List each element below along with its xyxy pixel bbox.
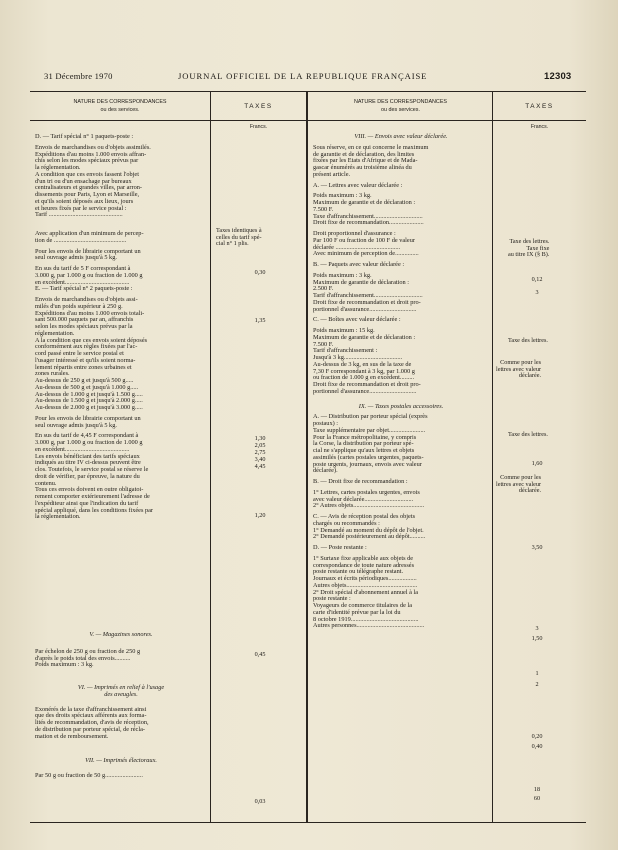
tax-value: 0,12 — [531, 276, 543, 283]
text-line: Au-dessus de 250 g et jusqu'à 500 g..... — [35, 377, 134, 384]
taxes-text-line: Comme pour les — [500, 474, 542, 481]
tax-value: 0,40 — [531, 743, 543, 750]
text-line: Journaux et écrits périodiques.................. — [313, 575, 417, 582]
text-line: B. — Droit fixe de recommandation : — [313, 478, 408, 485]
text-line: En sus du tarif de 4,45 F correspondant à — [35, 432, 139, 440]
text-line: sant 500.000 paquets par an, affranchis — [35, 316, 134, 324]
text-line: indiqués au titre IV ci-dessus peuvent être — [35, 459, 141, 467]
text-line: Avec application d'un minimum de percep- — [35, 230, 144, 237]
text-line: VII. — Imprimés électoraux. — [85, 757, 157, 765]
text-line: 2° Droit spécial d'abonnement annuel à la — [313, 588, 419, 596]
tax-value: 1,60 — [531, 460, 543, 467]
text-line: Voyageurs de commerce titulaires de la — [313, 602, 413, 609]
text-line: Poids maximum : 15 kg. — [313, 327, 375, 334]
text-line: D. — Poste restante : — [313, 544, 367, 551]
text-line: Tarif d'affranchissement : — [313, 347, 378, 355]
taxes-heading-right: TAXES — [525, 103, 554, 110]
text-line: la réglementation. — [35, 513, 81, 521]
text-line: la réglementation. — [35, 164, 81, 171]
text-line: seul ouvrage admis jusqu'à 5 kg. — [35, 254, 117, 262]
text-line: Maximum de garantie et de déclaration : — [313, 199, 416, 206]
text-line: que des droits spéciaux afférents aux forma- — [35, 712, 147, 720]
text-line: 1° Surtaxe fixe applicable aux objets de — [313, 554, 414, 562]
text-line: 3.000 g, par 1.000 g ou fraction de 1.000 g — [35, 271, 143, 279]
column-divider — [492, 92, 493, 822]
text-line: et heures fixés par le service postal : — [35, 204, 127, 212]
taxe-des-lettres-c — [508, 432, 548, 439]
text-line: réglementation. — [35, 329, 75, 337]
taxes-text-line: Taxe fixe — [526, 244, 550, 252]
text-line: cial ne s'applique qu'aux lettres et objets — [313, 447, 415, 454]
right-text-column — [313, 134, 489, 642]
nature-heading-line1: NATURE DES CORRESPONDANCES — [73, 99, 167, 105]
text-line: lités de recommandation, d'avis de réception, — [35, 719, 149, 726]
text-line: Poids maximum : 3 kg. — [313, 271, 372, 279]
taxes-text-line: Taxes identiques à — [216, 227, 262, 234]
text-line: droit de vérifier, par épreuve, la nature du — [35, 472, 140, 480]
header-journal-title: JOURNAL OFFICIEL DE LA REPUBLIQUE FRANÇAISE — [178, 71, 428, 81]
text-line: VIII. — Envois avec valeur déclarée. — [354, 133, 448, 140]
tax-value: 2,05 — [254, 442, 266, 449]
tax-value: 18 — [533, 786, 541, 793]
text-line: centralisateurs et grandes villes, par arron- — [35, 184, 143, 192]
text-line: spécial appliqué, dans les conditions fixées par — [35, 506, 154, 514]
tax-value: 3,40 — [254, 456, 266, 463]
left-text-column — [35, 134, 207, 521]
tariff-table — [30, 91, 586, 823]
taxes-text-line: au titre IX (§ B). — [508, 251, 550, 259]
text-line: Autres personnes........................................... — [313, 622, 425, 630]
text-line: A. — Distribution par porteur spécial (exprès — [313, 413, 428, 421]
text-line: Au-dessus de 3 kg, en sus de la taxe de — [313, 360, 412, 368]
text-line: et qu'ils soient déposés aux lieux, jours — [35, 197, 134, 205]
text-line: portionnel d'assurance.............................. — [313, 305, 417, 313]
text-line: 2° Autres objets............................................. — [313, 502, 425, 510]
text-line: Tarif ............................................... — [35, 211, 123, 219]
text-line: IX. — Taxes postales accessoires. — [358, 402, 444, 410]
text-line: ou fraction de 1.000 g en excédent......... — [313, 374, 415, 382]
text-line: en excédent......................................... — [35, 278, 130, 286]
text-line: Expéditions d'au moins 1.000 envois totali- — [35, 309, 145, 317]
text-line: C. — Avis de réception postal des objets — [313, 513, 416, 520]
text-line: la Corse, la distribution par porteur spé- — [313, 440, 414, 448]
text-line: Droit fixe de recommandation...................... — [313, 219, 424, 227]
tax-value: 2 — [535, 681, 539, 688]
text-line: 8 octobre 1919........................................... — [313, 615, 419, 623]
text-line: A condition que ces envois fassent l'objet — [35, 170, 139, 178]
spacer — [313, 638, 489, 642]
text-line: clos. Toutefois, le service postal se réserve le — [35, 466, 149, 473]
text-line: 7.500 F. — [313, 340, 334, 348]
taxes-heading: TAXES — [244, 103, 273, 110]
text-line: Au-dessus de 1.000 g et jusqu'à 1.500 g..... — [35, 390, 143, 398]
taxes-text-line: déclarée. — [518, 372, 542, 380]
text-line: Avec minimum de perception de............... — [313, 250, 419, 258]
nature-heading-line2: ou des services. — [100, 107, 140, 113]
text-line: Par 50 g ou fraction de 50 g........................ — [35, 772, 143, 779]
text-line: poste restante ou télégraphe restant. — [313, 568, 404, 576]
text-line: Envois de marchandises ou d'objets assi- — [35, 296, 138, 303]
text-line: l'expéditeur ainsi que l'indication du tarif — [35, 499, 139, 507]
text-line: Par 100 F ou fraction de 100 F de valeur — [313, 236, 415, 244]
text-line: 7,30 F correspondant à 3 kg, par 1.000 g — [313, 367, 415, 375]
spacer — [35, 740, 207, 758]
text-line: Poids maximum : 3 kg. — [35, 661, 94, 669]
text-line: de garantie et de déclaration, des limites — [313, 150, 415, 158]
text-line: poste urgents, journaux, envois avec valeur — [313, 460, 422, 468]
tax-value: 3 — [535, 625, 539, 632]
text-line: milés d'un poids supérieur à 250 g. — [35, 302, 123, 310]
tax-value: 3,50 — [531, 544, 543, 551]
header-rule — [30, 120, 586, 121]
text-line: déclarée). — [313, 467, 338, 475]
taxes-text-line: Taxe des lettres. — [508, 337, 548, 344]
tax-value: 1,20 — [254, 512, 266, 519]
text-line: Les envois bénéficiant des tarifs spéciaux — [35, 452, 140, 460]
text-line: poste restante : — [313, 595, 351, 603]
tax-value: 0,03 — [254, 798, 266, 805]
text-line: présent article. — [313, 170, 351, 178]
tax-value: 1,35 — [254, 317, 266, 324]
text-line: VI. — Imprimés en relief à l'usage — [77, 684, 165, 691]
text-line: de distribution par porteur spécial, de récla- — [35, 725, 145, 733]
text-line: Tous ces envois doivent en outre obligatoi- — [35, 486, 144, 494]
text-line: Poids maximum : 3 kg. — [313, 192, 372, 200]
text-line: E. — Tarif spécial n° 2 paquets-poste : — [35, 285, 133, 293]
text-line: gascar énumérés au troisième alinéa du — [313, 164, 412, 171]
text-line: Expéditions d'au moins 1.000 envois affran- — [35, 150, 147, 158]
text-line: Maximum de garantie de déclaration : — [313, 278, 409, 286]
center-divider — [306, 92, 308, 822]
text-line: zones rurales. — [35, 370, 70, 378]
text-line: Pour la France métropolitaine, y compris — [313, 433, 417, 441]
tax-value: 1,50 — [531, 635, 543, 642]
text-line: Au-dessus de 1.500 g et jusqu'à 2.000 g..... — [35, 397, 143, 405]
text-line: Maximum de garantie et de déclaration : — [313, 333, 416, 341]
text-line: cord passé entre le service postal et — [35, 350, 124, 357]
text-line: Taxe d'affranchissement............................... — [313, 212, 423, 220]
text-line: Pour les envois de librairie comportant un — [35, 247, 141, 255]
text-line: chis selon les modes spéciaux prévus par — [35, 157, 139, 165]
text-line: Par échelon de 250 g ou fraction de 250 g — [35, 647, 141, 655]
text-line: B. — Paquets avec valeur déclarée : — [313, 261, 405, 268]
text-line: Sous réserve, en ce qui concerne le maximum — [313, 143, 429, 151]
text-line: Exonérés de la taxe d'affranchissement ainsi — [35, 705, 147, 713]
tax-value: 1 — [535, 670, 539, 677]
text-line: C. — Boîtes avec valeur déclarée : — [313, 316, 401, 324]
text-line: Autres objets............................................. — [313, 581, 418, 589]
comme-pour-lettres-c — [496, 475, 541, 495]
francs-label: Francs. — [249, 124, 268, 130]
text-line: Droit fixe de recommandation et droit pro- — [313, 381, 421, 388]
text-line: En sus du tarif de 5 F correspondant à — [35, 265, 131, 272]
tax-value: 0,30 — [254, 269, 266, 276]
text-line: Au-dessus de 2.000 g et jusqu'à 3.000 g..... — [35, 404, 143, 411]
taxe-des-lettres-a — [508, 239, 549, 259]
tax-value: 0,45 — [254, 651, 266, 658]
header-date: 31 Décembre 1970 — [44, 71, 113, 81]
text-line: 3.000 g, par 1.000 g ou fraction de 1.000 g — [35, 439, 143, 446]
taxes-text-line: Taxe des lettres. — [509, 238, 550, 245]
taxes-text-line: cial n° 1 plis. — [216, 240, 249, 248]
text-line: des aveugles. — [104, 690, 138, 698]
text-line: déclarée ......................................... — [313, 243, 401, 251]
text-line: 7.500 F. — [313, 205, 334, 213]
text-line: 2.500 F. — [313, 285, 334, 293]
text-line: chargés ou recommandés : — [313, 519, 380, 527]
text-line: carte d'identité prévue par la loi du — [313, 608, 401, 616]
tax-value: 4,45 — [254, 463, 266, 470]
text-line: contenu. — [35, 479, 57, 487]
taxes-identiques-note — [216, 228, 262, 248]
text-line: Droit fixe de recommandation et droit pro- — [313, 298, 421, 306]
taxes-text-line: déclarée. — [518, 487, 542, 495]
text-line: portionnel d'assurance.............................. — [313, 387, 417, 395]
text-line: A la condition que ces envois soient déposés — [35, 336, 148, 344]
text-line: rement comporter extérieurement l'adresse de — [35, 493, 150, 500]
column-divider — [210, 92, 211, 822]
text-line: en excédent......................................... — [35, 445, 130, 453]
text-line: 1° Demandé au moment du dépôt de l'objet. — [313, 526, 424, 534]
taxes-text-line: Taxe des lettres. — [508, 431, 548, 438]
text-line: assimilés (cartes postales urgentes, paquets- — [313, 453, 424, 461]
tax-value: 1,30 — [254, 435, 266, 442]
text-line: l'usager intéressé et qu'ils soient norma- — [35, 356, 136, 364]
text-line: d'un tri ou d'un ensachage par bureaux — [35, 177, 132, 185]
francs-label-right: Francs. — [530, 124, 549, 130]
text-line: 1° Lettres, cartes postales urgentes, envois — [313, 488, 420, 496]
text-line: Tarif d'affranchissement............................... — [313, 292, 423, 299]
taxes-text-line: Comme pour les — [500, 359, 542, 366]
nature-heading — [30, 98, 210, 114]
text-line: Taxe supplémentaire par objet....................... — [313, 426, 426, 434]
text-line: V. — Magazines sonores. — [89, 631, 153, 638]
text-line: dissements pour Paris, Lyon et Marseille, — [35, 191, 140, 198]
tax-value: 60 — [533, 795, 541, 802]
nature-heading-line2: ou des services. — [381, 107, 420, 113]
text-line: 2° Demandé postérieurement au dépôt.......... — [313, 533, 426, 541]
text-line: Pour les envois de librairie comportant un — [35, 414, 141, 422]
text-line: lement répartis entre zones urbaines et — [35, 363, 132, 371]
text-line: tion de .............................................. — [35, 236, 127, 244]
text-line: correspondance de toute nature adressés — [313, 561, 415, 569]
text-line: seul ouvrage admis jusqu'à 5 kg. — [35, 421, 117, 429]
text-line: conformément aux règles fixées par l'ac- — [35, 343, 138, 351]
taxes-text-line: lettres avec valeur — [496, 365, 542, 373]
text-line: postaux) : — [313, 420, 339, 427]
text-line: Jusqu'à 3 kg..................................... — [313, 354, 403, 361]
text-line: Droit proportionnel d'assurance : — [313, 230, 396, 237]
left-bottom-column — [35, 632, 207, 780]
text-line: A. — Lettres avec valeur déclarée : — [313, 181, 403, 189]
text-line: d'après le poids total des envois.......... — [35, 654, 131, 662]
nature-heading-right — [309, 98, 492, 114]
taxes-text-line: lettres avec valeur — [496, 480, 542, 488]
tax-value: 0,20 — [531, 733, 543, 740]
nature-heading-line1: NATURE DES CORRESPONDANCES — [353, 99, 448, 105]
tax-value: 3 — [535, 289, 539, 296]
text-line: fixées par les Etats d'Afrique et de Mada- — [313, 157, 418, 165]
text-line: Envois de marchandises ou d'objets assimilés. — [35, 143, 151, 151]
text-line: avec valeur déclarée............................... — [313, 495, 414, 503]
tax-value: 2,75 — [254, 449, 266, 456]
header-page-number: 12303 — [544, 71, 572, 82]
comme-pour-lettres-b — [496, 360, 541, 380]
text-line: Au-dessus de 500 g et jusqu'à 1.000 g..... — [35, 383, 139, 391]
spacer — [35, 669, 207, 685]
taxe-des-lettres-b — [508, 338, 548, 345]
text-line: D. — Tarif spécial n° 1 paquets-poste : — [35, 133, 134, 140]
text-line: mation et de remboursement. — [35, 732, 109, 740]
text-line: selon les modes spéciaux prévus par la — [35, 323, 133, 330]
taxes-text-line: celles du tarif spé- — [216, 233, 262, 241]
